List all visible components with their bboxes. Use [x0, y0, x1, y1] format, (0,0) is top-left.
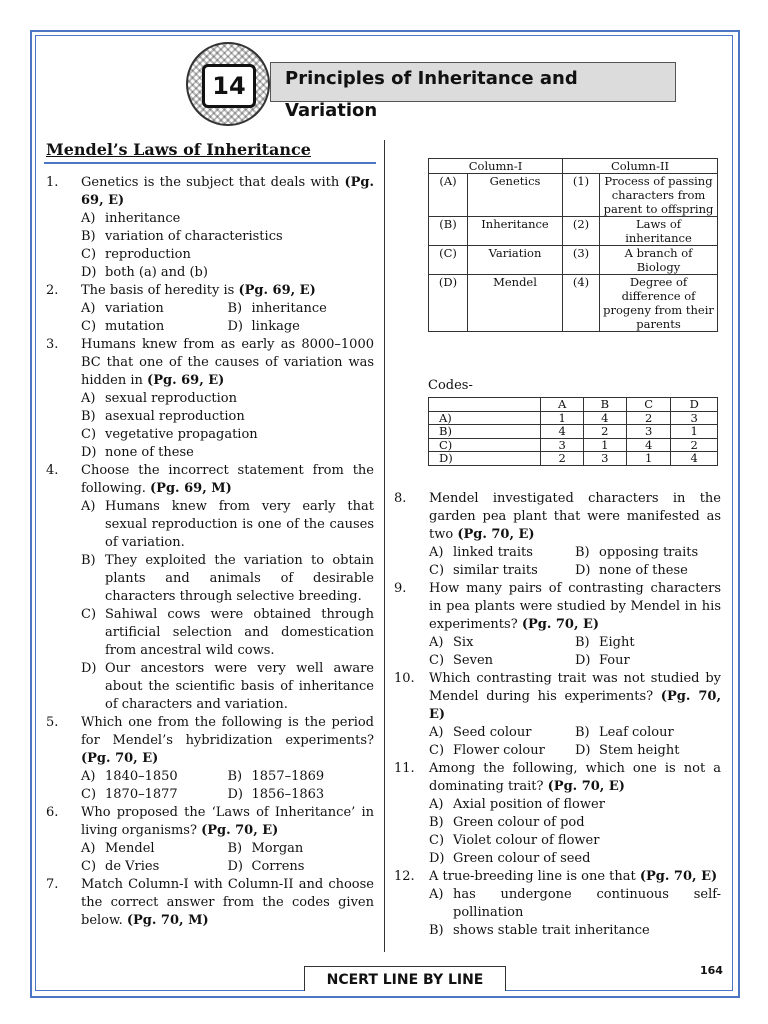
options-grid: [46, 768, 374, 804]
match-row: [429, 275, 718, 332]
option-letter: C): [81, 247, 97, 262]
option-text: Axial position of flower: [453, 797, 605, 812]
option-letter: B): [227, 841, 243, 856]
option: [575, 634, 721, 652]
option: [429, 832, 721, 850]
question-text: [81, 804, 374, 840]
option-text: variation: [105, 301, 164, 316]
question-number: 10.: [394, 671, 415, 686]
option: [575, 544, 721, 562]
codes-cell: 2: [626, 411, 671, 425]
option-letter: D): [429, 851, 445, 866]
option-text: has undergone continuous self-pollination: [453, 887, 721, 920]
option-row: [429, 652, 721, 670]
question-stem: How many pairs of contrasting characters in pea plants were studied by Mendel in his experiments?: [429, 581, 721, 632]
option-row: [429, 742, 721, 760]
codes-header-cell: [429, 398, 541, 412]
codes-cell: 2: [583, 425, 626, 439]
question-text: [429, 760, 721, 796]
option: [575, 724, 721, 742]
option-letter: A): [429, 545, 444, 560]
match-cell: Inheritance: [468, 217, 563, 246]
option-text: vegetative propagation: [105, 427, 258, 442]
option: [81, 228, 374, 246]
option-letter: A): [81, 499, 96, 514]
question-number: 6.: [46, 805, 59, 820]
question-stem: A true-breeding line is one that: [429, 869, 640, 884]
match-header-col2: Column-II: [563, 159, 718, 174]
option: [228, 318, 375, 336]
option-letter: B): [227, 769, 243, 784]
option-text: opposing traits: [599, 545, 699, 560]
option: [429, 886, 721, 922]
option-text: Eight: [599, 635, 635, 650]
option-text: similar traits: [453, 563, 538, 578]
question-6: [46, 804, 374, 840]
codes-cell: A): [429, 411, 541, 425]
option-text: Sahiwal cows were obtained through artificial selection and domestication from ancestral wild cows.: [105, 607, 374, 658]
option: [228, 840, 375, 858]
options-grid: [394, 634, 721, 670]
options-list: [46, 210, 374, 282]
option-row: [81, 768, 374, 786]
option-text: none of these: [105, 445, 194, 460]
question-11: [394, 760, 721, 796]
option-row: [429, 634, 721, 652]
question-text: [81, 174, 374, 210]
option: [81, 318, 228, 336]
option-letter: C): [429, 743, 445, 758]
match-cell: Laws of inheritance: [600, 217, 718, 246]
question-2: [46, 282, 374, 300]
option: [81, 246, 374, 264]
option-text: asexual reproduction: [105, 409, 245, 424]
codes-cell: 4: [541, 425, 583, 439]
option-text: inheritance: [251, 301, 327, 316]
option-letter: A): [81, 301, 96, 316]
option-letter: C): [81, 427, 97, 442]
page-reference: (Pg. 70, E): [547, 779, 625, 794]
option-text: 1840–1850: [105, 769, 178, 784]
option: [81, 498, 374, 552]
codes-table: [428, 397, 718, 466]
option-text: mutation: [105, 319, 165, 334]
question-text: [429, 490, 721, 544]
match-cell: Genetics: [468, 174, 563, 217]
codes-cell: 4: [583, 411, 626, 425]
option-letter: B): [81, 229, 96, 244]
option-text: 1870–1877: [105, 787, 178, 802]
section-underline: [44, 162, 376, 164]
option: [81, 840, 228, 858]
option-row: [429, 562, 721, 580]
option: [228, 300, 375, 318]
option-letter: A): [429, 797, 444, 812]
option: [228, 858, 375, 876]
codes-cell: B): [429, 425, 541, 439]
option-letter: D): [81, 661, 97, 676]
question-text: [81, 462, 374, 498]
codes-cell: 3: [583, 452, 626, 466]
option-text: They exploited the variation to obtain plants and animals of desirable characters through selective breeding.: [105, 553, 374, 604]
chapter-title: Principles of Inheritance and Variation: [270, 62, 676, 102]
option-text: none of these: [599, 563, 688, 578]
question-8: [394, 490, 721, 544]
question-number: 2.: [46, 283, 59, 298]
match-cell: (4): [563, 275, 600, 332]
match-cell: (1): [563, 174, 600, 217]
codes-cell: 1: [671, 425, 718, 439]
option-row: [429, 724, 721, 742]
option-letter: A): [429, 635, 444, 650]
options-grid: [394, 724, 721, 760]
option: [81, 408, 374, 426]
option-letter: A): [429, 887, 444, 902]
question-stem: Which one from the following is the period for Mendel’s hybridization experiments?: [81, 715, 374, 748]
question-number: 3.: [46, 337, 59, 352]
option-letter: D): [81, 265, 97, 280]
option-text: Humans knew from very early that sexual reproduction is one of the causes of variation.: [105, 499, 374, 550]
option-letter: B): [81, 553, 96, 568]
page-reference: (Pg. 69, E): [81, 175, 374, 208]
question-number: 12.: [394, 869, 415, 884]
codes-label: Codes-: [428, 378, 473, 393]
option-text: Mendel: [105, 841, 155, 856]
match-cell: Variation: [468, 246, 563, 275]
option-text: Morgan: [251, 841, 304, 856]
codes-cell: 4: [626, 438, 671, 452]
option: [81, 390, 374, 408]
question-stem: Genetics is the subject that deals with: [81, 175, 345, 190]
option-letter: B): [429, 923, 444, 938]
chapter-badge: [186, 42, 270, 126]
question-text: [429, 868, 721, 886]
option: [81, 264, 374, 282]
question-number: 4.: [46, 463, 59, 478]
option: [81, 786, 228, 804]
column-divider: [384, 140, 385, 952]
question-number: 7.: [46, 877, 59, 892]
question-7: [46, 876, 374, 930]
codes-cell: 1: [626, 452, 671, 466]
option-text: Green colour of pod: [453, 815, 585, 830]
option: [575, 742, 721, 760]
page-reference: (Pg. 70, E): [521, 617, 600, 632]
option-letter: D): [81, 445, 97, 460]
option: [429, 850, 721, 868]
codes-cell: 1: [583, 438, 626, 452]
option-letter: D): [575, 563, 591, 578]
option-letter: C): [81, 607, 97, 622]
question-text: [429, 670, 721, 724]
option-text: Our ancestors were very well aware about the scientific basis of inheritance of characters and variation.: [105, 661, 374, 712]
option-text: Seed colour: [453, 725, 532, 740]
question-stem: Who proposed the ‘Laws of Inheritance’ in living organisms?: [81, 805, 374, 838]
codes-cell: 4: [671, 452, 718, 466]
option: [81, 300, 228, 318]
option-row: [81, 300, 374, 318]
option: [429, 634, 575, 652]
option: [228, 768, 375, 786]
option: [429, 922, 721, 940]
option: [81, 660, 374, 714]
question-text: [81, 282, 374, 300]
option-text: both (a) and (b): [105, 265, 208, 280]
option: [429, 562, 575, 580]
option-text: Leaf colour: [599, 725, 674, 740]
option: [429, 796, 721, 814]
section-title: Mendel’s Laws of Inheritance: [46, 140, 311, 159]
option-letter: B): [429, 815, 444, 830]
question-4: [46, 462, 374, 498]
match-cell: Process of passing characters from parent to offspring: [600, 174, 718, 217]
page-reference: (Pg. 69, E): [238, 283, 316, 298]
option-letter: B): [81, 409, 96, 424]
codes-cell: 1: [541, 411, 583, 425]
option-text: linkage: [251, 319, 300, 334]
option-text: 1856–1863: [251, 787, 325, 802]
options-list: [46, 390, 374, 462]
option: [575, 562, 721, 580]
codes-cell: 2: [671, 438, 718, 452]
codes-cell: 3: [671, 411, 718, 425]
option-letter: D): [227, 859, 243, 874]
option: [429, 652, 575, 670]
option: [429, 544, 575, 562]
option-row: [81, 840, 374, 858]
option: [81, 606, 374, 660]
question-text: [429, 580, 721, 634]
option-text: shows stable trait inheritance: [453, 923, 650, 938]
page-reference: (Pg. 70, E): [429, 689, 722, 722]
option-row: [429, 544, 721, 562]
question-stem: Match Column-I with Column-II and choose the correct answer from the codes given below.: [81, 877, 374, 928]
match-cell: (2): [563, 217, 600, 246]
codes-row: [429, 411, 718, 425]
page-reference: (Pg. 70, E): [81, 751, 159, 766]
option: [81, 858, 228, 876]
option-letter: C): [429, 563, 445, 578]
right-column: [394, 490, 721, 940]
match-cell: (3): [563, 246, 600, 275]
option-letter: C): [81, 319, 97, 334]
footer-label: NCERT LINE BY LINE: [304, 966, 506, 991]
question-5: [46, 714, 374, 768]
option: [429, 724, 575, 742]
option-letter: D): [575, 653, 591, 668]
match-cell: (B): [429, 217, 468, 246]
match-cell: (D): [429, 275, 468, 332]
codes-cell: D): [429, 452, 541, 466]
option-letter: C): [429, 833, 445, 848]
option-text: linked traits: [453, 545, 533, 560]
option-text: Six: [453, 635, 474, 650]
page-reference: (Pg. 70, E): [201, 823, 279, 838]
option: [429, 742, 575, 760]
codes-cell: 3: [626, 425, 671, 439]
option-letter: C): [81, 859, 97, 874]
question-3: [46, 336, 374, 390]
question-text: [81, 714, 374, 768]
option: [81, 768, 228, 786]
question-text: [81, 876, 374, 930]
option-row: [81, 786, 374, 804]
option-text: Flower colour: [453, 743, 545, 758]
option: [81, 426, 374, 444]
page-reference: (Pg. 70, E): [639, 869, 718, 884]
option-letter: B): [575, 545, 590, 560]
option-text: sexual reproduction: [105, 391, 237, 406]
match-row: [429, 217, 718, 246]
option-letter: A): [81, 211, 96, 226]
match-cell: A branch of Biology: [600, 246, 718, 275]
page-reference: (Pg. 69, E): [147, 373, 225, 388]
option-letter: B): [227, 301, 243, 316]
option: [81, 552, 374, 606]
match-cell: (C): [429, 246, 468, 275]
options-list: [394, 886, 721, 940]
question-1: [46, 174, 374, 210]
question-12: [394, 868, 721, 886]
options-grid: [46, 840, 374, 876]
match-cell: (A): [429, 174, 468, 217]
question-stem: Among the following, which one is not a dominating trait?: [429, 761, 721, 794]
option: [81, 444, 374, 462]
option-letter: C): [429, 653, 445, 668]
match-cell: Mendel: [468, 275, 563, 332]
question-number: 9.: [394, 581, 407, 596]
question-10: [394, 670, 721, 724]
codes-cell: 3: [541, 438, 583, 452]
question-number: 11.: [394, 761, 415, 776]
option: [575, 652, 721, 670]
option-row: [81, 858, 374, 876]
page-reference: (Pg. 70, M): [126, 913, 209, 928]
match-table: [428, 158, 718, 332]
match-row: [429, 174, 718, 217]
option-letter: D): [227, 787, 243, 802]
option-text: variation of characteristics: [105, 229, 283, 244]
match-header-col1: Column-I: [429, 159, 563, 174]
option-text: Stem height: [599, 743, 680, 758]
codes-row: [429, 438, 718, 452]
option: [429, 814, 721, 832]
question-number: 5.: [46, 715, 59, 730]
options-grid: [394, 544, 721, 580]
options-list: [394, 796, 721, 868]
chapter-number: 14: [202, 64, 256, 108]
option-text: 1857–1869: [251, 769, 325, 784]
page-reference: (Pg. 69, M): [150, 481, 232, 496]
codes-cell: C): [429, 438, 541, 452]
codes-header-cell: B: [583, 398, 626, 412]
question-number: 8.: [394, 491, 407, 506]
codes-row: [429, 425, 718, 439]
option-letter: A): [81, 841, 96, 856]
question-number: 1.: [46, 175, 59, 190]
options-list: [46, 498, 374, 714]
codes-header-cell: A: [541, 398, 583, 412]
page-reference: (Pg. 70, E): [457, 527, 535, 542]
question-stem: Humans knew from as early as 8000–1000 BC that one of the causes of variation was hidden in: [81, 337, 374, 388]
option-text: Four: [599, 653, 630, 668]
question-stem: The basis of heredity is: [81, 283, 239, 298]
option-text: Green colour of seed: [453, 851, 591, 866]
option: [228, 786, 375, 804]
codes-header-row: [429, 398, 718, 412]
codes-header-cell: C: [626, 398, 671, 412]
option-text: de Vries: [105, 859, 160, 874]
match-row: [429, 246, 718, 275]
options-grid: [46, 300, 374, 336]
option-text: Violet colour of flower: [453, 833, 600, 848]
option-text: reproduction: [105, 247, 191, 262]
option-letter: B): [575, 635, 590, 650]
option-row: [81, 318, 374, 336]
match-cell: Degree of difference of progeny from their parents: [600, 275, 718, 332]
codes-row: [429, 452, 718, 466]
option-letter: A): [429, 725, 444, 740]
question-9: [394, 580, 721, 634]
match-header-row: [429, 159, 718, 174]
option-letter: A): [81, 391, 96, 406]
question-stem: Choose the incorrect statement from the following.: [81, 463, 374, 496]
page-number: 164: [700, 964, 723, 977]
option: [81, 210, 374, 228]
codes-cell: 2: [541, 452, 583, 466]
option-letter: C): [81, 787, 97, 802]
option-letter: A): [81, 769, 96, 784]
option-text: inheritance: [105, 211, 181, 226]
question-stem: Which contrasting trait was not studied by Mendel during his experiments?: [429, 671, 721, 704]
question-stem: Mendel investigated characters in the garden pea plant that were manifested as two: [429, 491, 721, 542]
option-letter: D): [227, 319, 243, 334]
left-column: [46, 174, 374, 930]
codes-header-cell: D: [671, 398, 718, 412]
option-text: Correns: [251, 859, 305, 874]
question-text: [81, 336, 374, 390]
option-letter: D): [575, 743, 591, 758]
option-text: Seven: [453, 653, 494, 668]
option-letter: B): [575, 725, 590, 740]
